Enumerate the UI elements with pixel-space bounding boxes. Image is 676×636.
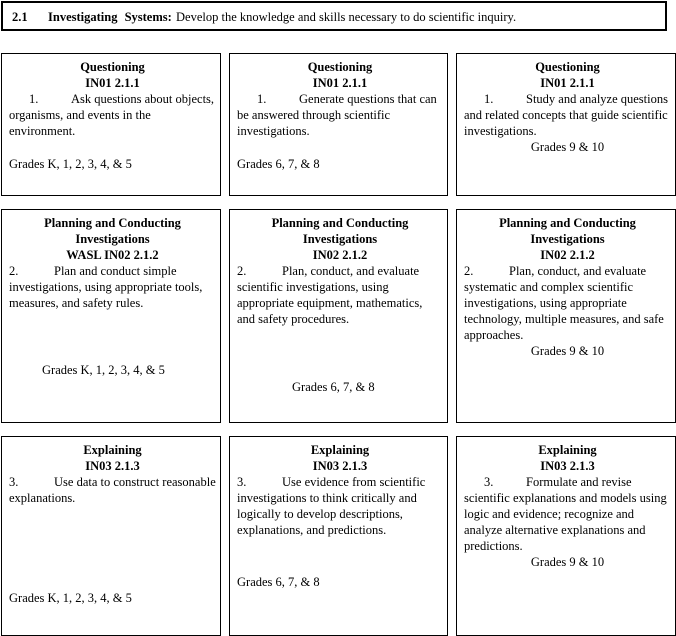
card-title: Explaining bbox=[83, 443, 142, 457]
card-grades: Grades 9 & 10 bbox=[530, 140, 605, 154]
explaining-k5-card bbox=[1, 436, 221, 636]
card-title: Questioning bbox=[80, 60, 145, 74]
card-text: 1. Study and analyze questions and related concepts that guide scientific investigations. bbox=[464, 92, 668, 138]
planning-68-card bbox=[229, 209, 448, 423]
card-title: Questioning bbox=[307, 60, 373, 74]
card-grades: Grades 6, 7, & 8 bbox=[237, 575, 320, 589]
card-text: 3. Use data to construct reasonable explanations. bbox=[9, 475, 216, 505]
card-grades: Grades 9 & 10 bbox=[530, 344, 605, 358]
explaining-68-card bbox=[229, 436, 448, 636]
card-code: IN02 2.1.2 bbox=[540, 248, 595, 262]
card-grades: Grades 6, 7, & 8 bbox=[237, 157, 320, 171]
card-text: 1. Ask questions about objects, organisms, and events in the environment. bbox=[9, 92, 215, 138]
questioning-910-card bbox=[456, 53, 676, 196]
section-description: Develop the knowledge and skills necessary to do scientific inquiry. bbox=[176, 10, 517, 24]
card-text: 2. Plan, conduct, and evaluate scientific investigations, using appropriate equipment, mathematics, and safety procedures. bbox=[237, 264, 423, 326]
card-code: WASL IN02 2.1.2 bbox=[66, 248, 159, 262]
card-grades: Grades K, 1, 2, 3, 4, & 5 bbox=[9, 591, 132, 605]
section-header bbox=[1, 1, 667, 31]
card-title: Planning and Conducting Investigations bbox=[271, 216, 409, 246]
card-code: IN03 2.1.3 bbox=[312, 459, 368, 473]
card-text: 2. Plan, conduct, and evaluate systematic and complex scientific investigations, using appropriate technology, multiple measures, and safe approaches. bbox=[464, 264, 664, 342]
card-text: 1. Generate questions that can be answered through scientific investigations. bbox=[237, 92, 437, 138]
card-grades: Grades 6, 7, & 8 bbox=[292, 380, 375, 394]
planning-k5-card bbox=[1, 209, 221, 423]
card-code: IN01 2.1.1 bbox=[85, 76, 140, 90]
card-code: IN03 2.1.3 bbox=[85, 459, 140, 473]
card-title: Planning and Conducting Investigations bbox=[44, 216, 181, 246]
card-grades: Grades 9 & 10 bbox=[530, 555, 605, 569]
card-code: IN03 2.1.3 bbox=[540, 459, 595, 473]
section-title: Investigating Systems: bbox=[48, 10, 172, 24]
card-grades: Grades K, 1, 2, 3, 4, & 5 bbox=[42, 363, 165, 377]
card-code: IN01 2.1.1 bbox=[312, 76, 368, 90]
section-number: 2.1 bbox=[12, 10, 28, 24]
card-text: 2. Plan and conduct simple investigations, using appropriate tools, measures, and safety rules. bbox=[9, 264, 203, 310]
explaining-910-card bbox=[456, 436, 676, 636]
card-grades: Grades K, 1, 2, 3, 4, & 5 bbox=[9, 157, 132, 171]
card-code: IN02 2.1.2 bbox=[312, 248, 368, 262]
card-title: Questioning bbox=[535, 60, 600, 74]
questioning-68-card bbox=[229, 53, 448, 196]
card-code: IN01 2.1.1 bbox=[540, 76, 595, 90]
card-text: 3. Formulate and revise scientific explanations and models using logic and evidence; recognize and analyze alternative explanations and predictions. bbox=[464, 475, 667, 553]
card-text: 3. Use evidence from scientific investigations to think critically and logically to develop descriptions, explanations, and predictions. bbox=[237, 475, 426, 537]
card-title: Explaining bbox=[538, 443, 597, 457]
planning-910-card bbox=[456, 209, 676, 423]
card-title: Planning and Conducting Investigations bbox=[499, 216, 636, 246]
questioning-k5-card bbox=[1, 53, 221, 196]
card-title: Explaining bbox=[310, 443, 370, 457]
